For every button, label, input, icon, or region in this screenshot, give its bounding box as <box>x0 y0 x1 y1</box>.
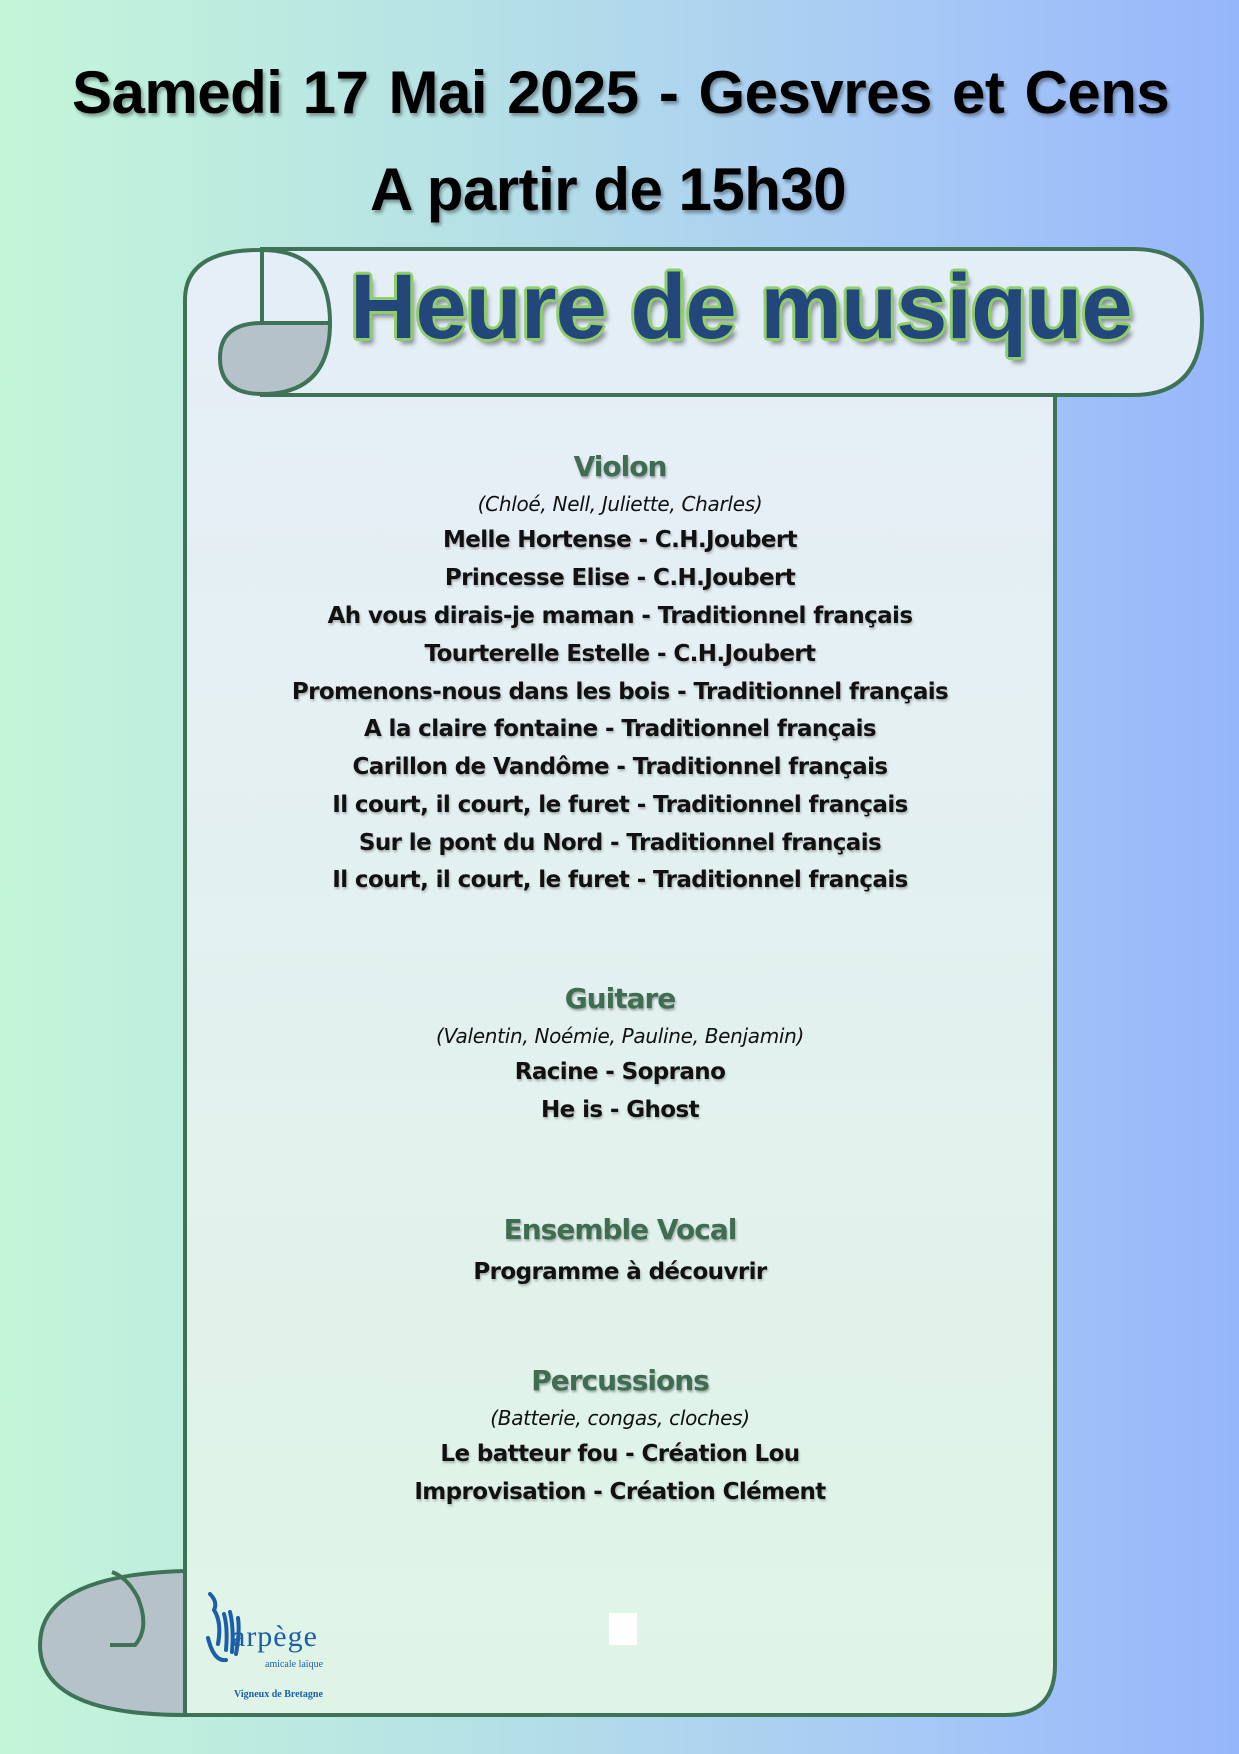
percussions-performers: (Batterie, congas, cloches) <box>490 1406 750 1430</box>
violon-item: Carillon de Vandôme - Traditionnel français <box>352 754 888 780</box>
section-title-violon: Violon <box>573 450 667 483</box>
logo-subtitle: amicale laïque <box>265 1659 324 1670</box>
violon-item: Il court, il court, le furet - Traditionnel français <box>332 792 908 818</box>
percussions-item: Le batteur fou - Création Lou <box>440 1441 800 1467</box>
violon-item: Melle Hortense - C.H.Joubert <box>442 527 797 553</box>
section-title-percussions: Percussions <box>531 1364 709 1397</box>
logo-name: arpège <box>232 1620 318 1653</box>
violon-item: Tourterelle Estelle - C.H.Joubert <box>424 641 816 667</box>
violon-item: Ah vous dirais-je maman - Traditionnel français <box>327 603 913 629</box>
white-square <box>609 1613 637 1645</box>
event-start-time: A partir de 15h30 <box>370 156 847 223</box>
banner-title: Heure de musique <box>350 256 1132 358</box>
logo-location: Vigneux de Bretagne <box>234 1689 323 1700</box>
guitare-item: He is - Ghost <box>541 1097 699 1123</box>
violon-performers: (Chloé, Nell, Juliette, Charles) <box>477 492 763 516</box>
event-date-location: Samedi 17 Mai 2025 - Gesvres et Cens <box>72 59 1170 126</box>
violon-item: Promenons-nous dans les bois - Traditionnel français <box>291 679 949 705</box>
guitare-item: Racine - Soprano <box>514 1059 726 1085</box>
section-title-guitare: Guitare <box>564 982 676 1015</box>
ensemble-item: Programme à découvrir <box>473 1259 767 1285</box>
violon-item: A la claire fontaine - Traditionnel français <box>363 716 877 742</box>
guitare-performers: (Valentin, Noémie, Pauline, Benjamin) <box>435 1024 805 1048</box>
percussions-item: Improvisation - Création Clément <box>414 1479 826 1505</box>
section-title-ensemble-vocal: Ensemble Vocal <box>503 1213 737 1246</box>
violon-item: Il court, il court, le furet - Traditionnel français <box>332 867 908 893</box>
violon-item: Sur le pont du Nord - Traditionnel français <box>358 830 882 856</box>
violon-item: Princesse Elise - C.H.Joubert <box>444 565 796 591</box>
